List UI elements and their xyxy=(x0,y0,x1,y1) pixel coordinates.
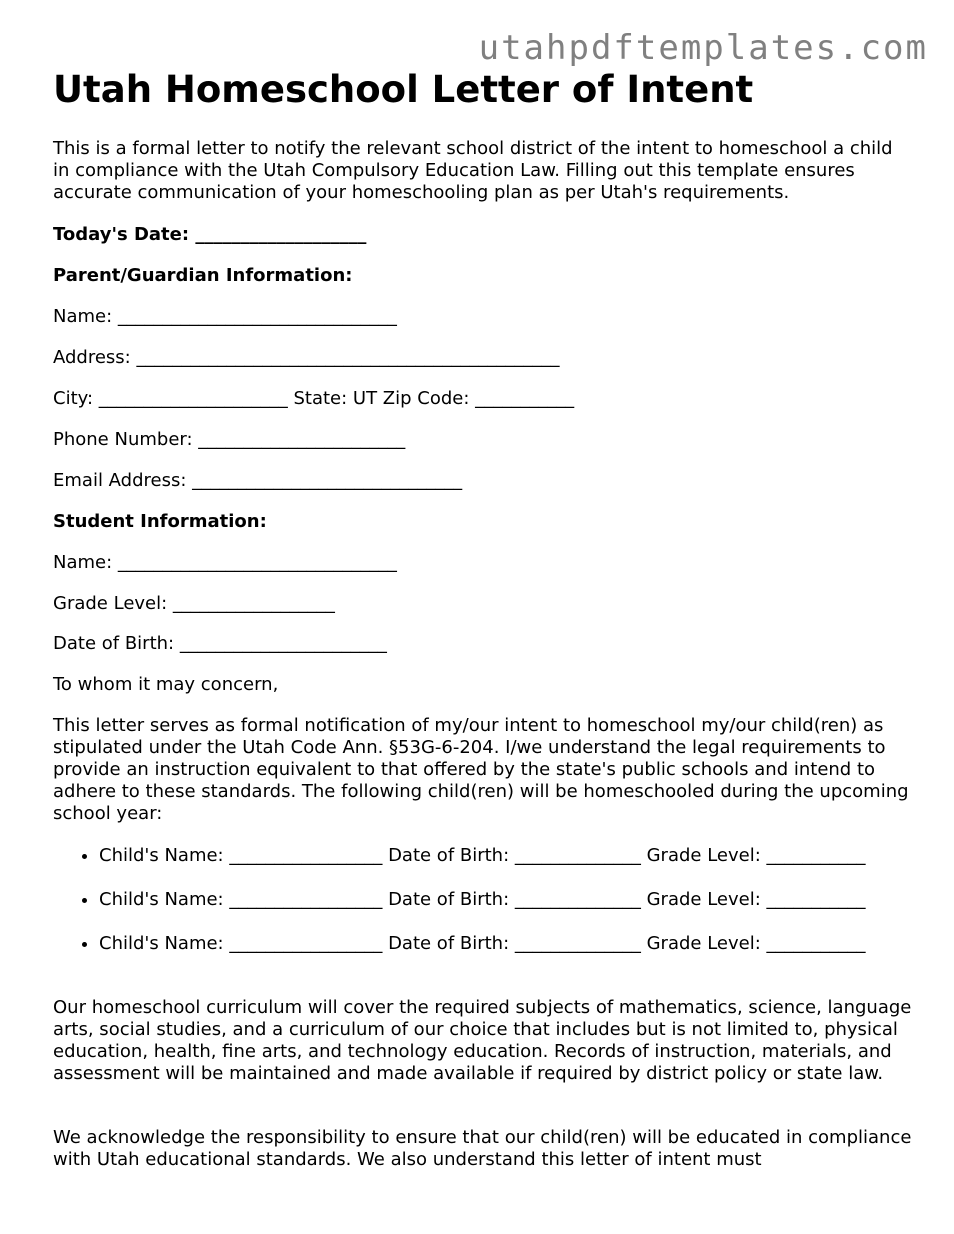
parent-info-heading: Parent/Guardian Information: xyxy=(53,265,353,286)
parent-name-field[interactable]: Name: _______________________________ xyxy=(53,306,397,327)
notification-paragraph: This letter serves as formal notification of my/our intent to homeschool my/our child(ren) as stipulated under the Utah Code Ann. §53G-6-204. I/we understand the legal requirements to provide an instruction equivalent to that offered by the state's public schools and intend to adhere to these standards. The following child(ren) will be homeschooled during the upcoming school year: xyxy=(53,715,909,824)
intro-paragraph: This is a formal letter to notify the relevant school district of the intent to homeschool a child in compliance with the Utah Compulsory Education Law. Filling out this template ensures accurate communication of your homeschooling plan as per Utah's requirements. xyxy=(53,138,893,203)
children-list xyxy=(53,845,879,977)
salutation: To whom it may concern, xyxy=(53,674,279,695)
student-dob-field[interactable]: Date of Birth: _______________________ xyxy=(53,633,387,654)
page-title: Utah Homeschool Letter of Intent xyxy=(53,68,754,111)
parent-phone-field[interactable]: Phone Number: _______________________ xyxy=(53,429,406,450)
parent-city-state-zip-field[interactable]: City: _____________________ State: UT Zip Code: ___________ xyxy=(53,388,575,409)
child-entry-3[interactable]: • Child's Name: _________________ Date of Birth: ______________ Grade Level: ___________ xyxy=(99,933,879,977)
parent-address-field[interactable]: Address: _______________________________________________ xyxy=(53,347,560,368)
student-grade-field[interactable]: Grade Level: __________________ xyxy=(53,593,335,614)
todays-date-field[interactable]: Today's Date: ___________________ xyxy=(53,224,367,245)
child-entry-1[interactable]: • Child's Name: _________________ Date of Birth: ______________ Grade Level: ___________ xyxy=(99,845,879,889)
parent-email-field[interactable]: Email Address: ______________________________ xyxy=(53,470,463,491)
student-info-heading: Student Information: xyxy=(53,511,267,532)
child-entry-2[interactable]: • Child's Name: _________________ Date of Birth: ______________ Grade Level: ___________ xyxy=(99,889,879,933)
acknowledgement-paragraph: We acknowledge the responsibility to ensure that our child(ren) will be educated in compliance with Utah educational standards. We also understand this letter of intent must xyxy=(53,1127,912,1170)
curriculum-paragraph: Our homeschool curriculum will cover the required subjects of mathematics, science, language arts, social studies, and a curriculum of our choice that includes but is not limited to, physical education, health, fine arts, and technology education. Records of instruction, materials, and assessment will be maintained and made available if required by district policy or state law. xyxy=(53,997,912,1084)
student-name-field[interactable]: Name: _______________________________ xyxy=(53,552,397,573)
watermark: utahpdftemplates.com xyxy=(478,28,928,68)
